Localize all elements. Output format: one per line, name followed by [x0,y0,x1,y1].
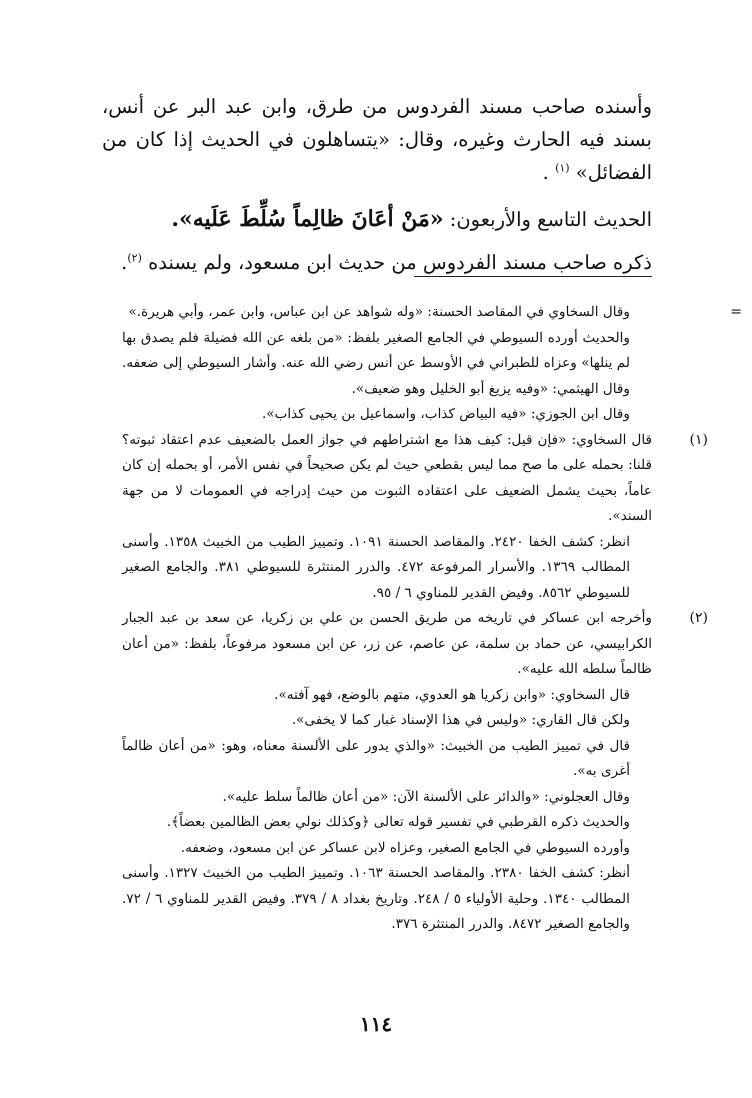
footnote-2-para-3: ولكن قال القاري: «وليس في هذا الإسناد غبار كما لا يخفى». [291,712,630,728]
footnote-2-number: (٢) [689,610,708,626]
footnote-2-para-8: أنظر: كشف الخفا ٢٣٨٠. والمقاصد الحسنة ١٠٦٣. وتمييز الطيب من الخبيث ١٣٢٧. وأسنى المطالب ١٣٤٠. وحلية الأولياء ٥ / ٢٤٨. وتاريخ بغداد ٨ / ٣٧٩. وفيض القدير للمناوي ٦ / ٧٢. والجامع الصغير ٨٤٧٢. والدرر المنتثرة ٣٧٦. [122,865,630,932]
page-number: ١١٤ [359,1012,393,1036]
footnote-2 [122,606,708,938]
main-paragraph-2-end: . [121,251,128,274]
footnote-cont-para-1: وقال السخاوي في المقاصد الحسنة: «وله شواهد عن ابن عباس، وابن عمر، وأبي هريرة.» [128,304,630,320]
main-paragraph-2 [102,246,652,280]
main-paragraph-1 [102,90,652,189]
footnote-1-para-2: انظر: كشف الخفا ٢٤٢٠. والمقاصد الحسنة ١٠٩١. وتمييز الطيب من الخبيث ١٣٥٨. وأسنى المطالب ١٣٦٩. والأسرار المرفوعة ٤٧٢. والدرر المنتثرة للسيوطي ٣٨١. والجامع الصغير للسيوطي ٨٥٦٢. وفيض القدير للمناوي ٦ / ٩٥. [122,533,631,601]
footnote-1 [122,428,708,607]
footnote-2-para-7: وأورده السيوطي في الجامع الصغير، وعزاه لابن عساكر عن ابن مسعود، وضعفه. [180,839,630,856]
main-paragraph-1-text: وأسنده صاحب مسند الفردوس من طرق، وابن عبد البر عن أنس، بسند فيه الحارث وغيره، وقال: «يتساهلون في الحديث إذا كان من الفضائل» [102,95,652,184]
footnote-cont-para-2: والحديث أورده السيوطي في الجامع الصغير بلفظ: «من بلغه عن الله فضيلة فلم يصدق بها لم ينلها» وعزاه للطبراني في الأوسط عن أنس رضي الله عنه. وأشار السيوطي إلى ضعفه. وقال الهيثمي: «وفيه يزيغ أبو الخليل وهو ضعيف». [122,329,630,397]
footnote-2-para-1: وأخرجه ابن عساكر في تاريخه من طريق الحسن بن علي بن زكريا، عن سعد بن عبد الجبار الكرابيسي، عن حماد بن سلمة، عن عاصم، عن زر، عن ابن مسعود مرفوعاً، بلفظ: «من أعان ظالماً سلطه الله عليه». [122,610,652,677]
hadith-label: الحديث التاسع والأربعون: [449,208,652,231]
main-paragraph-1-end: . [542,161,549,184]
footnotes [122,300,742,938]
footnote-ref-2[interactable]: (٢) [127,251,142,265]
main-text [102,90,652,280]
hadith-text: «مَنْ أعَانَ ظالِماً سُلِّطَ عَلَيه». [171,206,444,232]
footnote-1-para-1: قال السخاوي: «فإن قيل: كيف هذا مع اشتراطهم في جواز العمل بالضعيف عدم اعتقاد ثبوته؟ قلنا: بحمله على ما صح مما ليس بقطعي حيث لم يكن صحيحاً في نفس الأمر، أو بحمله إن كان عاماً، بحيث يشمل الضعيف على اعتقاده الثبوت من حيث إدراجه في العمومات لا من جهة السند». [122,431,652,524]
footnote-separator [414,276,652,277]
footnote-continuation [122,300,742,428]
hadith-heading [102,201,652,238]
continuation-mark: = [730,304,742,320]
footnote-2-para-2: قال السخاوي: «وابن زكريا هو العدوي، متهم بالوضع، فهو آفته». [274,686,630,703]
footnote-2-para-6: والحديث ذكره القرطبي في تفسير قوله تعالى ﴿وكذلك نولي بعض الظالمين بعضاً﴾. [166,814,630,830]
footnote-ref-1[interactable]: (١) [555,161,570,175]
footnote-2-para-4: قال في تمييز الطيب من الخبيث: «والذي يدور على الألسنة معناه، وهو: «من أعان ظالماً أغرى به». [122,737,630,779]
main-paragraph-2-text: ذكره صاحب مسند الفردوس من حديث ابن مسعود، ولم يسنده [148,251,652,274]
footnote-cont-para-3: وقال ابن الجوزي: «فيه البياض كذاب، واسماعيل بن يحيى كذاب». [261,406,630,422]
footnote-1-number: (١) [689,431,708,448]
footnote-2-para-5: وقال العجلوني: «والدائر على الألسنة الآن: «من أعان ظالماً سلط عليه». [222,788,630,805]
